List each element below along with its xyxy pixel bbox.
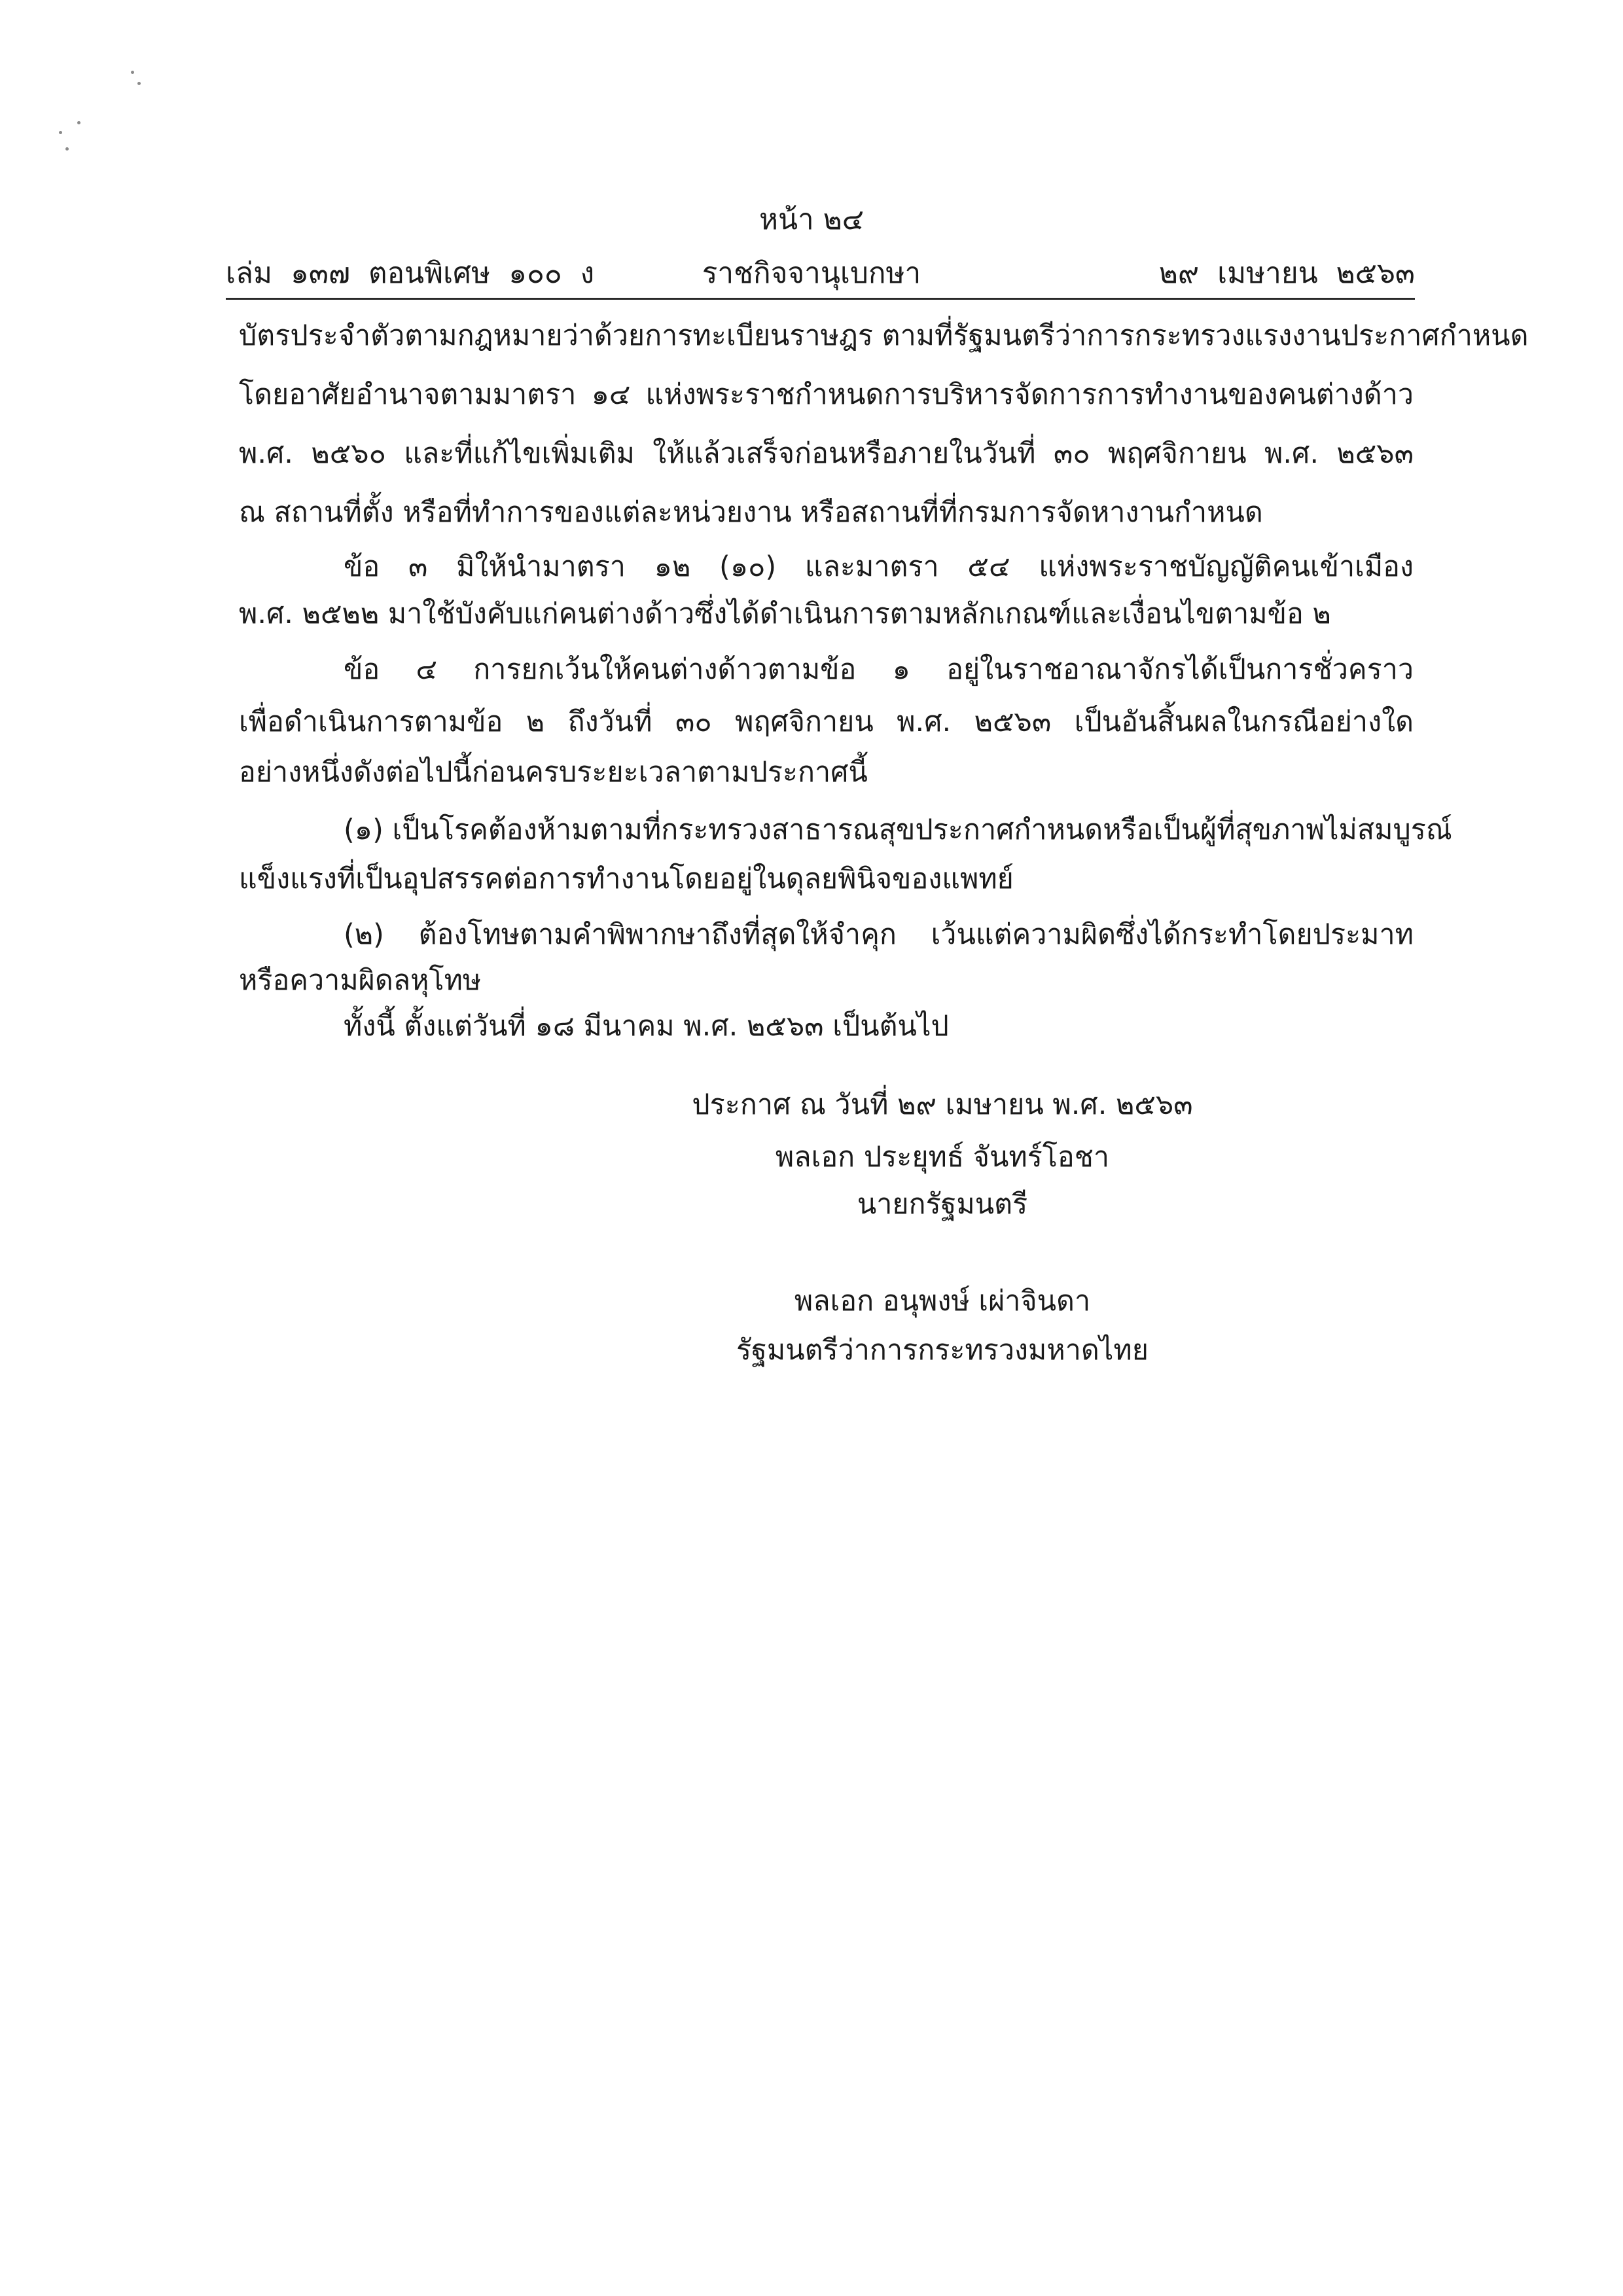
scan-speck — [59, 131, 62, 134]
body-line: หรือความผิดลหุโทษ — [239, 964, 482, 997]
signer-title: นายกรัฐมนตรี — [857, 1188, 1028, 1221]
scan-speck — [65, 147, 69, 151]
body-line: บัตรประจำตัวตามกฎหมายว่าด้วยการทะเบียนราษฎร ตามที่รัฐมนตรีว่าการกระทรวงแรงงานประกาศกำหนด — [239, 319, 1529, 352]
volume-issue: เล่ม ๑๓๗ ตอนพิเศษ ๑๐๐ ง — [226, 257, 595, 290]
scan-speck — [137, 82, 141, 85]
body-line: (๑) เป็นโรคต้องห้ามตามที่กระทรวงสาธารณสุขประกาศกำหนดหรือเป็นผู้ที่สุขภาพไม่สมบูรณ์ — [344, 814, 1452, 846]
header-divider — [226, 298, 1415, 300]
body-line: ณ สถานที่ตั้ง หรือที่ทำการของแต่ละหน่วยงาน หรือสถานที่ที่กรมการจัดหางานกำหนด — [239, 496, 1263, 529]
signer-title: รัฐมนตรีว่าการกระทรวงมหาดไทย — [736, 1334, 1149, 1367]
signer-name: พลเอก อนุพงษ์ เผ่าจินดา — [794, 1285, 1091, 1318]
scan-speck — [131, 71, 134, 74]
body-line: (๒) ต้องโทษตามคำพิพากษาถึงที่สุดให้จำคุก เว้นแต่ความผิดซึ่งได้กระทำโดยประมาท — [344, 918, 1414, 951]
publication-date: ๒๙ เมษายน ๒๕๖๓ — [1158, 257, 1415, 290]
signer-name: พลเอก ประยุทธ์ จันทร์โอชา — [775, 1141, 1110, 1174]
body-line: เพื่อดำเนินการตามข้อ ๒ ถึงวันที่ ๓๐ พฤศจิกายน พ.ศ. ๒๕๖๓ เป็นอันสิ้นผลในกรณีอย่างใด — [239, 706, 1414, 738]
body-line: ทั้งนี้ ตั้งแต่วันที่ ๑๘ มีนาคม พ.ศ. ๒๕๖๓ เป็นต้นไป — [344, 1010, 949, 1043]
body-line: อย่างหนึ่งดังต่อไปนี้ก่อนครบระยะเวลาตามประกาศนี้ — [239, 756, 868, 789]
page-number: หน้า ๒๔ — [758, 203, 865, 236]
announcement-date: ประกาศ ณ วันที่ ๒๙ เมษายน พ.ศ. ๒๕๖๓ — [692, 1088, 1193, 1121]
body-line: ข้อ ๔ การยกเว้นให้คนต่างด้าวตามข้อ ๑ อยู่ในราชอาณาจักรได้เป็นการชั่วคราว — [344, 653, 1414, 686]
publication-title: ราชกิจจานุเบกษา — [702, 257, 921, 290]
body-line: โดยอาศัยอำนาจตามมาตรา ๑๔ แห่งพระราชกำหนดการบริหารจัดการการทำงานของคนต่างด้าว — [239, 378, 1414, 411]
body-line: พ.ศ. ๒๕๖๐ และที่แก้ไขเพิ่มเติม ให้แล้วเสร็จก่อนหรือภายในวันที่ ๓๐ พฤศจิกายน พ.ศ. ๒๕๖๓ — [239, 437, 1414, 470]
scan-speck — [77, 121, 80, 124]
body-line: แข็งแรงที่เป็นอุปสรรคต่อการทำงานโดยอยู่ในดุลยพินิจของแพทย์ — [239, 863, 1014, 895]
body-line: พ.ศ. ๒๕๒๒ มาใช้บังคับแก่คนต่างด้าวซึ่งได้ดำเนินการตามหลักเกณฑ์และเงื่อนไขตามข้อ ๒ — [239, 598, 1331, 630]
body-line: ข้อ ๓ มิให้นำมาตรา ๑๒ (๑๐) และมาตรา ๕๔ แห่งพระราชบัญญัติคนเข้าเมือง — [344, 550, 1414, 583]
